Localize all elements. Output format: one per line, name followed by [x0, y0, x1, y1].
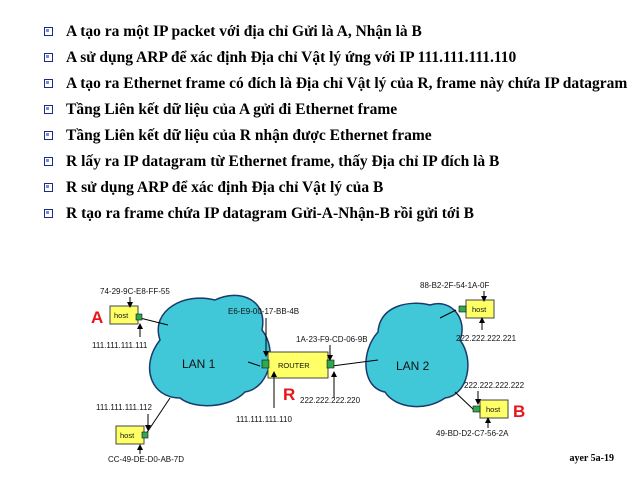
letter-b: B	[513, 402, 526, 421]
ip-r1: 111.111.111.110	[236, 415, 292, 424]
mac-b: 49-BD-D2-C7-56-2A	[436, 429, 509, 438]
mac-d: 88-B2-2F-54-1A-0F	[420, 281, 490, 290]
bullet-item: Tầng Liên kết dữ liệu của R nhận được Ethernet frame	[40, 126, 630, 146]
ip-d: 222.222.222.221	[456, 334, 517, 343]
svg-text:host: host	[486, 405, 501, 414]
bullet-item: R tạo ra frame chứa IP datagram Gửi-A-Nhận-B rồi gửi tới B	[40, 204, 630, 224]
host-b	[455, 391, 508, 428]
ip-b: 222.222.222.222	[464, 381, 525, 390]
ip-c: 111.111.111.112	[96, 403, 152, 412]
bullet-item: A sử dụng ARP để xác định Địa chỉ Vật lý ứng với IP 111.111.111.110	[40, 48, 630, 68]
mac-r2: 1A-23-F9-CD-06-9B	[296, 335, 368, 344]
slide-footer: ayer 5a-19	[569, 453, 614, 464]
ip-r2: 222.222.222.220	[300, 396, 361, 405]
bullet-item: R sử dụng ARP để xác định Địa chỉ Vật lý của B	[40, 178, 630, 198]
bullet-item: A tạo ra một IP packet với địa chỉ Gửi là A, Nhận là B	[40, 22, 630, 42]
mac-a: 74-29-9C-E8-FF-55	[100, 287, 170, 296]
bullet-item: A tạo ra Ethernet frame có đích là Địa chỉ Vật lý của R, frame này chứa IP datagram	[40, 74, 630, 94]
lan2-cloud	[366, 303, 468, 406]
lan2-label: LAN 2	[396, 359, 430, 373]
mac-r1: E6-E9-00-17-BB-4B	[228, 307, 300, 316]
router	[248, 318, 378, 408]
letter-r: R	[283, 385, 296, 404]
router-label: ROUTER	[278, 361, 310, 370]
bullet-item: R lấy ra IP datagram từ Ethernet frame, thấy Địa chỉ IP đích là B	[40, 152, 630, 172]
svg-text:host: host	[120, 431, 135, 440]
ip-a: 111.111.111.111	[92, 341, 148, 350]
lan1-label: LAN 1	[182, 357, 216, 371]
letter-a: A	[91, 308, 104, 327]
svg-text:host: host	[472, 305, 487, 314]
bullet-item: Tầng Liên kết dữ liệu của A gửi đi Ethernet frame	[40, 100, 630, 120]
mac-c: CC-49-DE-D0-AB-7D	[108, 455, 185, 464]
svg-text:host: host	[114, 311, 129, 320]
